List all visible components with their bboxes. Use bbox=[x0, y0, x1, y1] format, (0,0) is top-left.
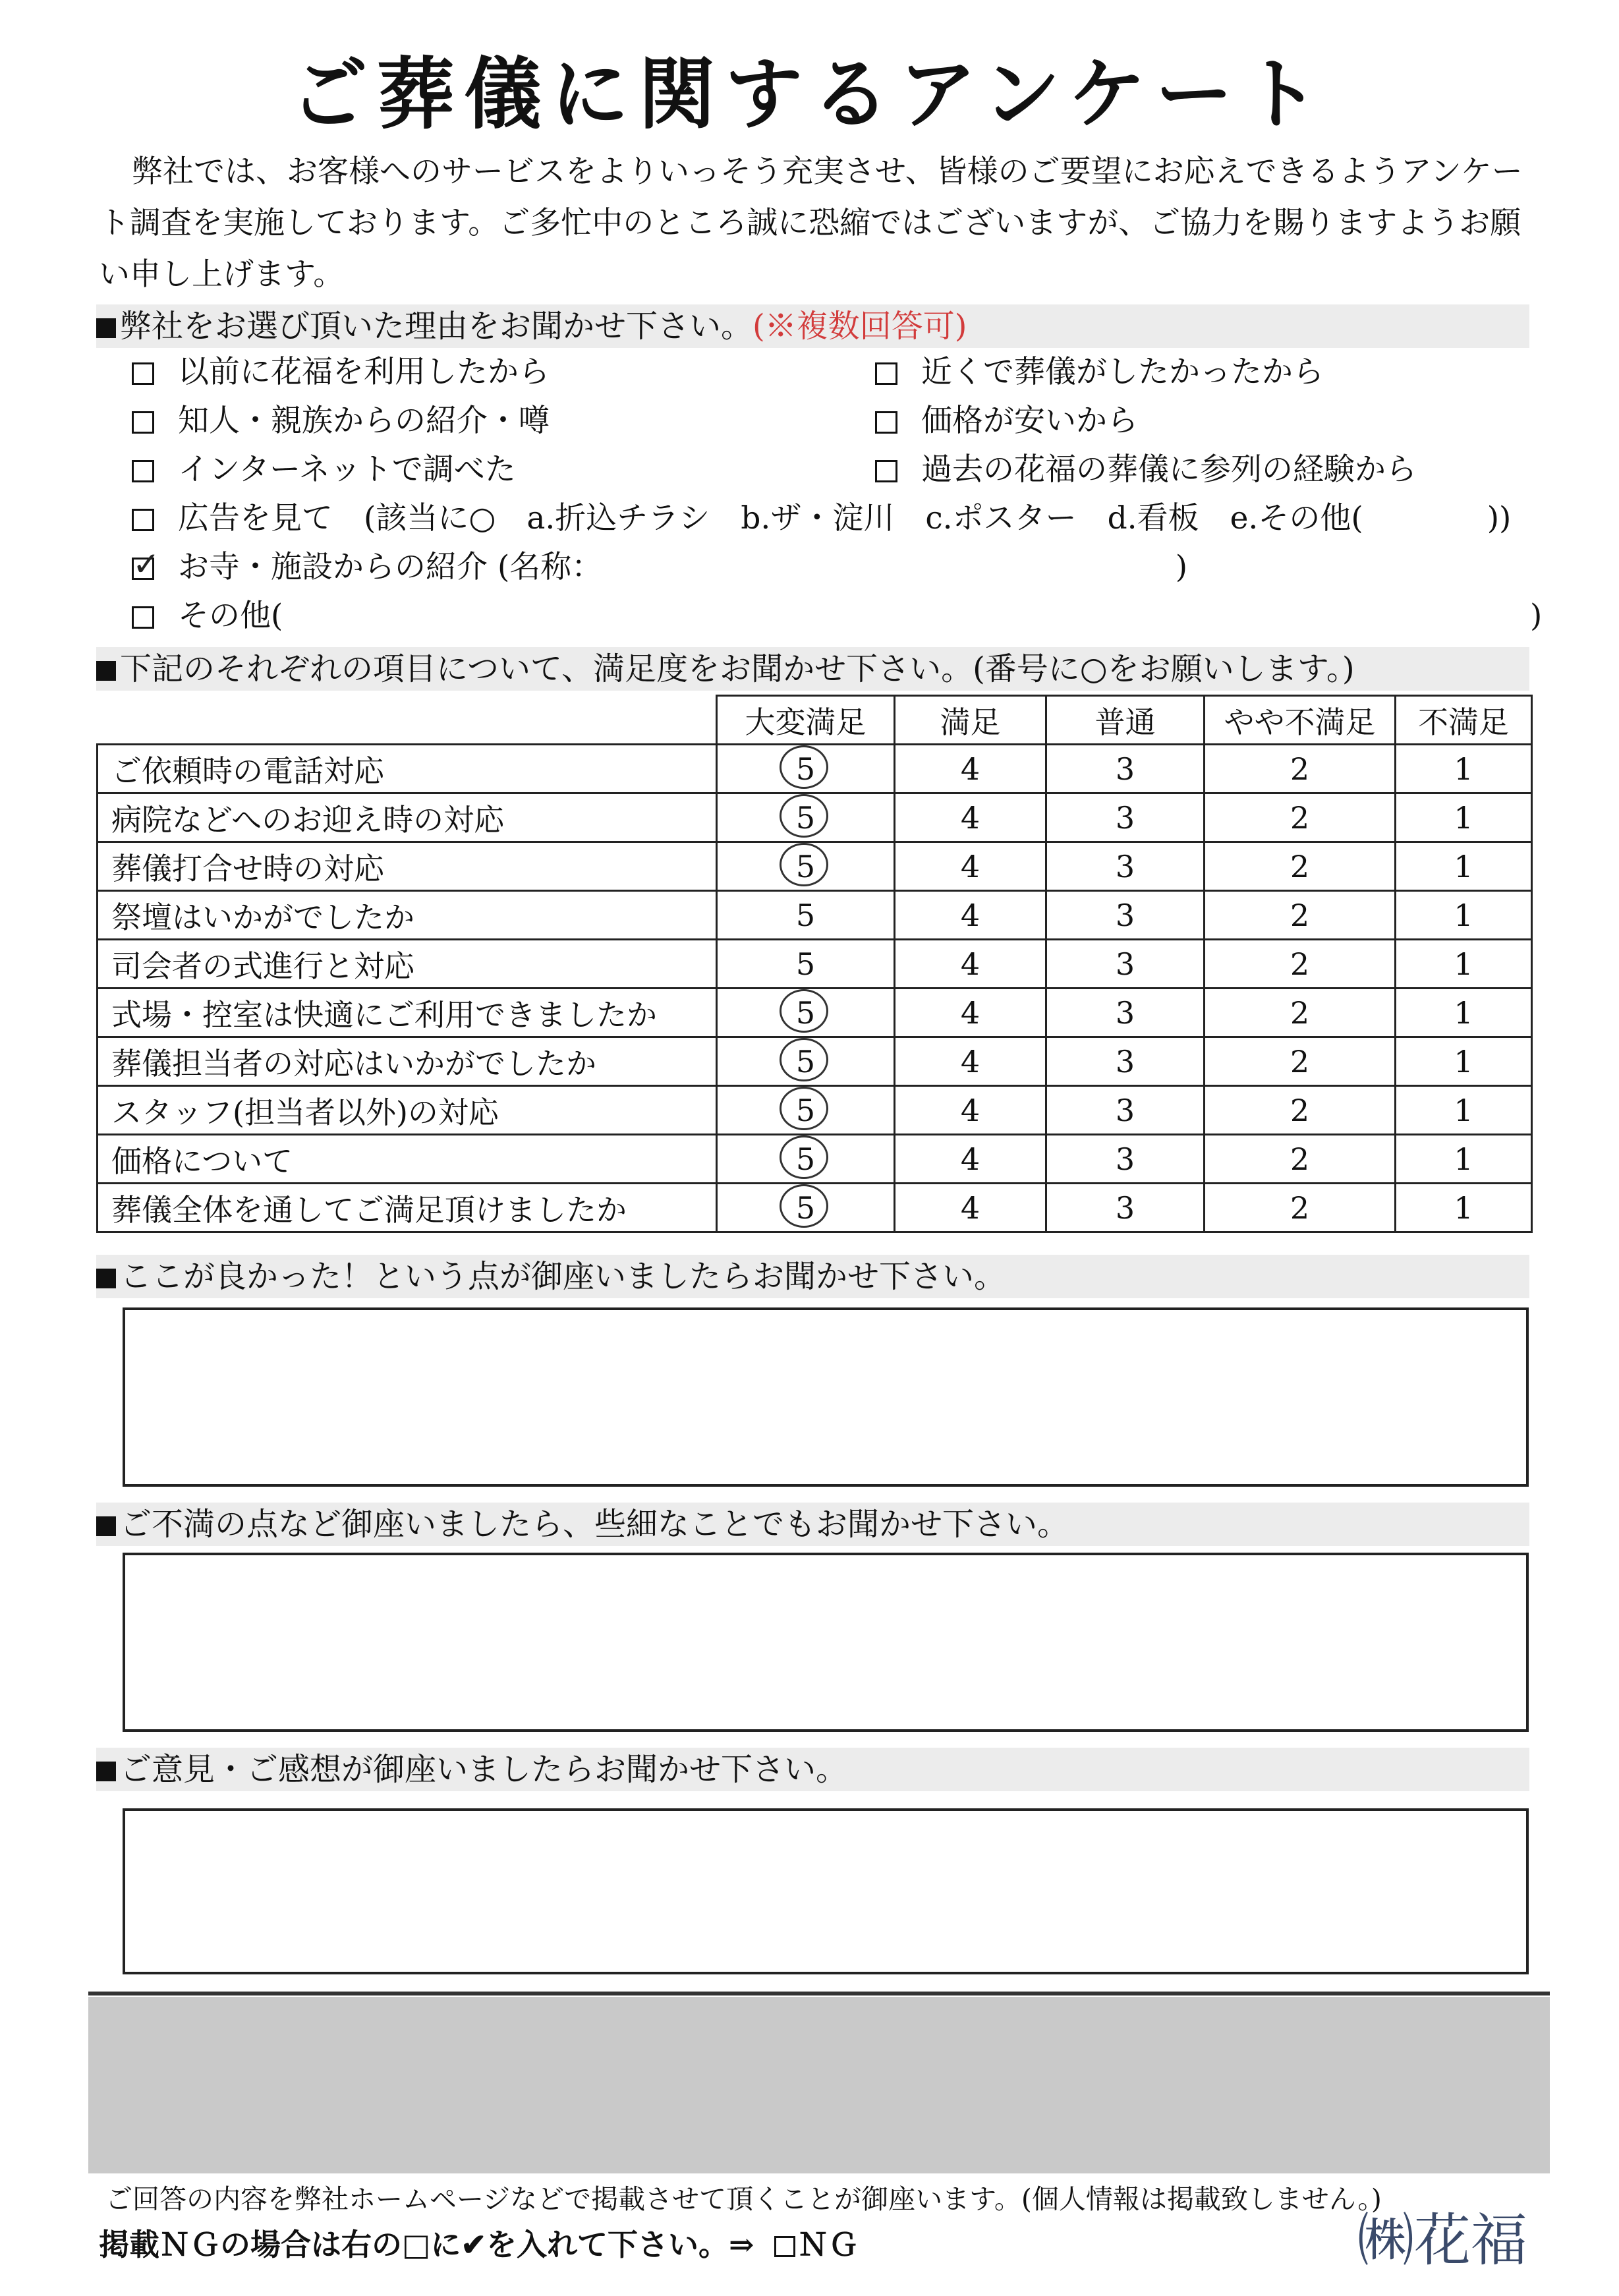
score-cell[interactable] bbox=[1396, 1037, 1532, 1086]
score-cell[interactable] bbox=[1205, 745, 1396, 793]
score-cell[interactable] bbox=[1046, 891, 1205, 940]
score-cell[interactable] bbox=[1205, 1037, 1396, 1086]
reason-option-past-attendance[interactable] bbox=[875, 448, 1417, 492]
checkbox[interactable] bbox=[875, 362, 897, 385]
score-cell[interactable] bbox=[1396, 1135, 1532, 1184]
page-title: ご葬儀に関するアンケート bbox=[290, 49, 1329, 140]
selected-circle-icon bbox=[780, 1038, 828, 1081]
score-cell[interactable] bbox=[895, 989, 1046, 1037]
score-value: 2 bbox=[1290, 897, 1310, 933]
satisfaction-table bbox=[96, 695, 1533, 1233]
square-bullet-icon bbox=[96, 661, 116, 681]
score-value: 1 bbox=[1454, 1190, 1473, 1226]
score-value: 4 bbox=[960, 799, 980, 836]
company-logo: ㈱花福 bbox=[1357, 2208, 1527, 2274]
score-value: 2 bbox=[1290, 751, 1310, 787]
question-label: 司会者の式進行と対応 bbox=[98, 940, 717, 989]
score-cell[interactable] bbox=[1396, 745, 1532, 793]
table-row bbox=[98, 940, 1532, 989]
multiple-answer-note: (※複数回答可) bbox=[753, 308, 967, 345]
square-bullet-icon bbox=[96, 1269, 116, 1288]
reason-option-other[interactable] bbox=[132, 594, 283, 638]
score-cell[interactable] bbox=[1205, 891, 1396, 940]
reason-option-price[interactable] bbox=[875, 399, 1138, 443]
checkbox[interactable] bbox=[875, 460, 897, 482]
question-label: スタッフ(担当者以外)の対応 bbox=[98, 1086, 717, 1135]
divider bbox=[88, 1992, 1550, 1995]
reason-option-referral[interactable] bbox=[132, 399, 550, 443]
score-value: 5 bbox=[795, 1043, 816, 1079]
score-value: 5 bbox=[795, 751, 816, 787]
reason-option-temple-referral[interactable] bbox=[132, 546, 1187, 589]
score-value: 1 bbox=[1454, 799, 1473, 836]
score-cell[interactable] bbox=[895, 1037, 1046, 1086]
option-label: お寺・施設からの紹介 (名称： ) bbox=[178, 549, 1188, 585]
score-cell[interactable] bbox=[1046, 940, 1205, 989]
score-cell[interactable] bbox=[1205, 1086, 1396, 1135]
checkbox[interactable] bbox=[875, 411, 897, 434]
option-label: 近くで葬儀がしたかったから bbox=[921, 354, 1324, 390]
score-cell[interactable] bbox=[895, 940, 1046, 989]
score-cell[interactable] bbox=[1046, 1037, 1205, 1086]
option-label: 過去の花福の葬儀に参列の経験から bbox=[921, 451, 1417, 488]
checkbox[interactable] bbox=[132, 362, 154, 385]
table-row bbox=[98, 891, 1532, 940]
column-header: 大変満足 bbox=[717, 696, 895, 745]
score-cell[interactable] bbox=[1046, 842, 1205, 891]
section-heading: ここが良かった！という点が御座いましたらお聞かせ下さい。 bbox=[120, 1258, 1006, 1295]
square-bullet-icon bbox=[96, 318, 116, 338]
score-cell[interactable] bbox=[1205, 1135, 1396, 1184]
column-header: 普通 bbox=[1046, 696, 1205, 745]
score-cell[interactable] bbox=[1205, 1184, 1396, 1232]
column-header: 不満足 bbox=[1396, 696, 1532, 745]
score-value: 1 bbox=[1454, 848, 1473, 884]
score-cell[interactable] bbox=[1046, 1135, 1205, 1184]
column-header: やや不満足 bbox=[1205, 696, 1396, 745]
score-value: 3 bbox=[1115, 1043, 1135, 1079]
score-value: 3 bbox=[1115, 1092, 1135, 1128]
table-header-row bbox=[98, 696, 1532, 745]
good-points-textarea[interactable] bbox=[123, 1307, 1529, 1487]
column-header: 満足 bbox=[895, 696, 1046, 745]
score-value: 3 bbox=[1115, 1141, 1135, 1177]
score-cell[interactable] bbox=[895, 891, 1046, 940]
score-value: 5 bbox=[795, 799, 816, 836]
table-corner bbox=[98, 696, 717, 745]
score-value: 4 bbox=[960, 897, 980, 933]
score-value: 5 bbox=[795, 897, 816, 933]
section-header-good-points bbox=[96, 1255, 1529, 1298]
score-cell[interactable] bbox=[1205, 842, 1396, 891]
section-heading: 下記のそれぞれの項目について、満足度をお聞かせ下さい。(番号に○をお願いします。) bbox=[120, 650, 1355, 687]
section-header-reason bbox=[96, 304, 1529, 348]
score-cell[interactable] bbox=[717, 989, 895, 1037]
option-label: インターネットで調べた bbox=[178, 451, 516, 488]
score-value: 1 bbox=[1454, 1141, 1473, 1177]
square-bullet-icon bbox=[96, 1516, 116, 1536]
score-value: 1 bbox=[1454, 994, 1473, 1031]
score-value: 4 bbox=[960, 848, 980, 884]
reason-option-nearby[interactable] bbox=[875, 351, 1324, 394]
score-value: 4 bbox=[960, 1092, 980, 1128]
score-value: 5 bbox=[795, 1190, 816, 1226]
ng-instruction-text: 掲載ＮＧの場合は右の□に✔を入れて下さい。⇒ bbox=[99, 2227, 754, 2262]
score-cell[interactable] bbox=[1205, 940, 1396, 989]
ng-label: ＮＧ bbox=[797, 2227, 859, 2262]
square-bullet-icon bbox=[96, 1762, 116, 1781]
score-value: 3 bbox=[1115, 1190, 1135, 1226]
selected-circle-icon bbox=[780, 989, 828, 1033]
score-cell[interactable] bbox=[1046, 1086, 1205, 1135]
score-value: 2 bbox=[1290, 946, 1310, 982]
option-label: 価格が安いから bbox=[921, 403, 1138, 439]
option-label: 以前に花福を利用したから bbox=[178, 354, 550, 390]
checkbox[interactable] bbox=[132, 411, 154, 434]
score-cell[interactable] bbox=[717, 1184, 895, 1232]
section-heading: ご意見・ご感想が御座いましたらお聞かせ下さい。 bbox=[120, 1751, 848, 1788]
score-value: 2 bbox=[1290, 1190, 1310, 1226]
table-row bbox=[98, 989, 1532, 1037]
score-value: 2 bbox=[1290, 1092, 1310, 1128]
table-row bbox=[98, 1037, 1532, 1086]
publication-notice: ご回答の内容を弊社ホームページなどで掲載させて頂くことが御座います。(個人情報は掲載致しません。) bbox=[105, 2183, 1382, 2215]
score-cell[interactable] bbox=[895, 1184, 1046, 1232]
redacted-area bbox=[88, 1997, 1550, 2173]
selected-circle-icon bbox=[780, 745, 828, 789]
section-heading: ご不満の点など御座いましたら、些細なことでもお聞かせ下さい。 bbox=[120, 1506, 1069, 1543]
option-label: その他( bbox=[178, 598, 283, 634]
intro-text: 弊社では、お客様へのサービスをよりいっそう充実させ、皆様のご要望にお応えできるようアンケート調査を実施しております。ご多忙中のところ誠に恐縮ではございますが、ご協力を賜りますようお願い申し上げます。 bbox=[99, 154, 1523, 293]
score-cell[interactable] bbox=[1046, 989, 1205, 1037]
checkbox-checked[interactable] bbox=[132, 545, 160, 583]
score-value: 3 bbox=[1115, 946, 1135, 982]
score-value: 1 bbox=[1454, 946, 1473, 982]
score-cell[interactable] bbox=[1396, 793, 1532, 842]
score-cell[interactable] bbox=[717, 793, 895, 842]
checkbox[interactable] bbox=[132, 460, 154, 482]
complaints-textarea[interactable] bbox=[123, 1553, 1529, 1732]
checkbox[interactable] bbox=[132, 606, 154, 629]
question-label: 祭壇はいかがでしたか bbox=[98, 891, 717, 940]
reason-option-internet[interactable] bbox=[132, 448, 516, 492]
score-value: 3 bbox=[1115, 751, 1135, 787]
section-heading: 弊社をお選び頂いた理由をお聞かせ下さい。 bbox=[120, 308, 753, 345]
score-value: 4 bbox=[960, 751, 980, 787]
score-cell[interactable] bbox=[1396, 940, 1532, 989]
question-label: 病院などへのお迎え時の対応 bbox=[98, 793, 717, 842]
score-value: 4 bbox=[960, 994, 980, 1031]
score-value: 1 bbox=[1454, 1092, 1473, 1128]
section-header-satisfaction bbox=[96, 647, 1529, 691]
question-label: 葬儀打合せ時の対応 bbox=[98, 842, 717, 891]
score-cell[interactable] bbox=[717, 1037, 895, 1086]
score-cell[interactable] bbox=[1046, 1184, 1205, 1232]
question-label: 式場・控室は快適にご利用できましたか bbox=[98, 989, 717, 1037]
comments-textarea[interactable] bbox=[123, 1808, 1529, 1974]
score-cell[interactable] bbox=[1205, 989, 1396, 1037]
selected-circle-icon bbox=[780, 1087, 828, 1130]
score-cell[interactable] bbox=[1396, 891, 1532, 940]
score-cell[interactable] bbox=[895, 745, 1046, 793]
score-cell[interactable] bbox=[717, 1135, 895, 1184]
checkbox[interactable] bbox=[132, 509, 154, 531]
table-row bbox=[98, 793, 1532, 842]
score-value: 3 bbox=[1115, 848, 1135, 884]
score-value: 2 bbox=[1290, 848, 1310, 884]
table-row bbox=[98, 745, 1532, 793]
option-label: 広告を見て (該当に○ a.折込チラシ b.ザ・淀川 c.ポスター d.看板 e.その他( )) bbox=[178, 500, 1512, 536]
score-cell[interactable] bbox=[895, 793, 1046, 842]
ng-checkbox[interactable] bbox=[774, 2236, 795, 2257]
question-label: 葬儀担当者の対応はいかがでしたか bbox=[98, 1037, 717, 1086]
score-cell[interactable] bbox=[717, 745, 895, 793]
score-value: 4 bbox=[960, 946, 980, 982]
reason-option-previous-use[interactable] bbox=[132, 351, 550, 394]
score-value: 5 bbox=[795, 994, 816, 1031]
table-row bbox=[98, 1135, 1532, 1184]
score-value: 1 bbox=[1454, 1043, 1473, 1079]
score-cell[interactable] bbox=[1396, 989, 1532, 1037]
score-value: 1 bbox=[1454, 897, 1473, 933]
question-label: ご依頼時の電話対応 bbox=[98, 745, 717, 793]
score-value: 5 bbox=[795, 1141, 816, 1177]
question-label: 葬儀全体を通してご満足頂けましたか bbox=[98, 1184, 717, 1232]
ng-instruction bbox=[99, 2221, 859, 2264]
score-cell[interactable] bbox=[1046, 793, 1205, 842]
question-label: 価格について bbox=[98, 1135, 717, 1184]
score-cell[interactable] bbox=[717, 842, 895, 891]
section-header-comments bbox=[96, 1748, 1529, 1791]
selected-circle-icon bbox=[780, 794, 828, 838]
score-cell[interactable] bbox=[1396, 1086, 1532, 1135]
option-label: 知人・親族からの紹介・噂 bbox=[178, 403, 550, 439]
other-close-paren: ) bbox=[1530, 598, 1543, 634]
score-value: 4 bbox=[960, 1043, 980, 1079]
score-cell[interactable] bbox=[1396, 842, 1532, 891]
score-value: 2 bbox=[1290, 1043, 1310, 1079]
score-cell[interactable] bbox=[717, 1086, 895, 1135]
reason-option-advertisement[interactable] bbox=[132, 497, 1511, 540]
table-row bbox=[98, 1086, 1532, 1135]
score-value: 5 bbox=[795, 946, 816, 982]
score-value: 3 bbox=[1115, 994, 1135, 1031]
score-value: 2 bbox=[1290, 1141, 1310, 1177]
table-row bbox=[98, 842, 1532, 891]
score-value: 2 bbox=[1290, 799, 1310, 836]
score-cell[interactable] bbox=[1046, 745, 1205, 793]
score-cell[interactable] bbox=[895, 1135, 1046, 1184]
selected-circle-icon bbox=[780, 1135, 828, 1179]
selected-circle-icon bbox=[780, 1184, 828, 1228]
selected-circle-icon bbox=[780, 843, 828, 886]
score-value: 3 bbox=[1115, 897, 1135, 933]
score-value: 2 bbox=[1290, 994, 1310, 1031]
score-value: 4 bbox=[960, 1190, 980, 1226]
score-value: 5 bbox=[795, 1092, 816, 1128]
score-value: 1 bbox=[1454, 751, 1473, 787]
score-cell[interactable] bbox=[1205, 793, 1396, 842]
score-cell[interactable] bbox=[717, 940, 895, 989]
score-value: 5 bbox=[795, 848, 816, 884]
score-cell[interactable] bbox=[717, 891, 895, 940]
table-row bbox=[98, 1184, 1532, 1232]
checkmark-icon: ✓ bbox=[132, 545, 160, 583]
score-cell[interactable] bbox=[895, 842, 1046, 891]
score-cell[interactable] bbox=[895, 1086, 1046, 1135]
score-cell[interactable] bbox=[1396, 1184, 1532, 1232]
score-value: 3 bbox=[1115, 799, 1135, 836]
score-value: 4 bbox=[960, 1141, 980, 1177]
section-header-complaints bbox=[96, 1503, 1529, 1546]
